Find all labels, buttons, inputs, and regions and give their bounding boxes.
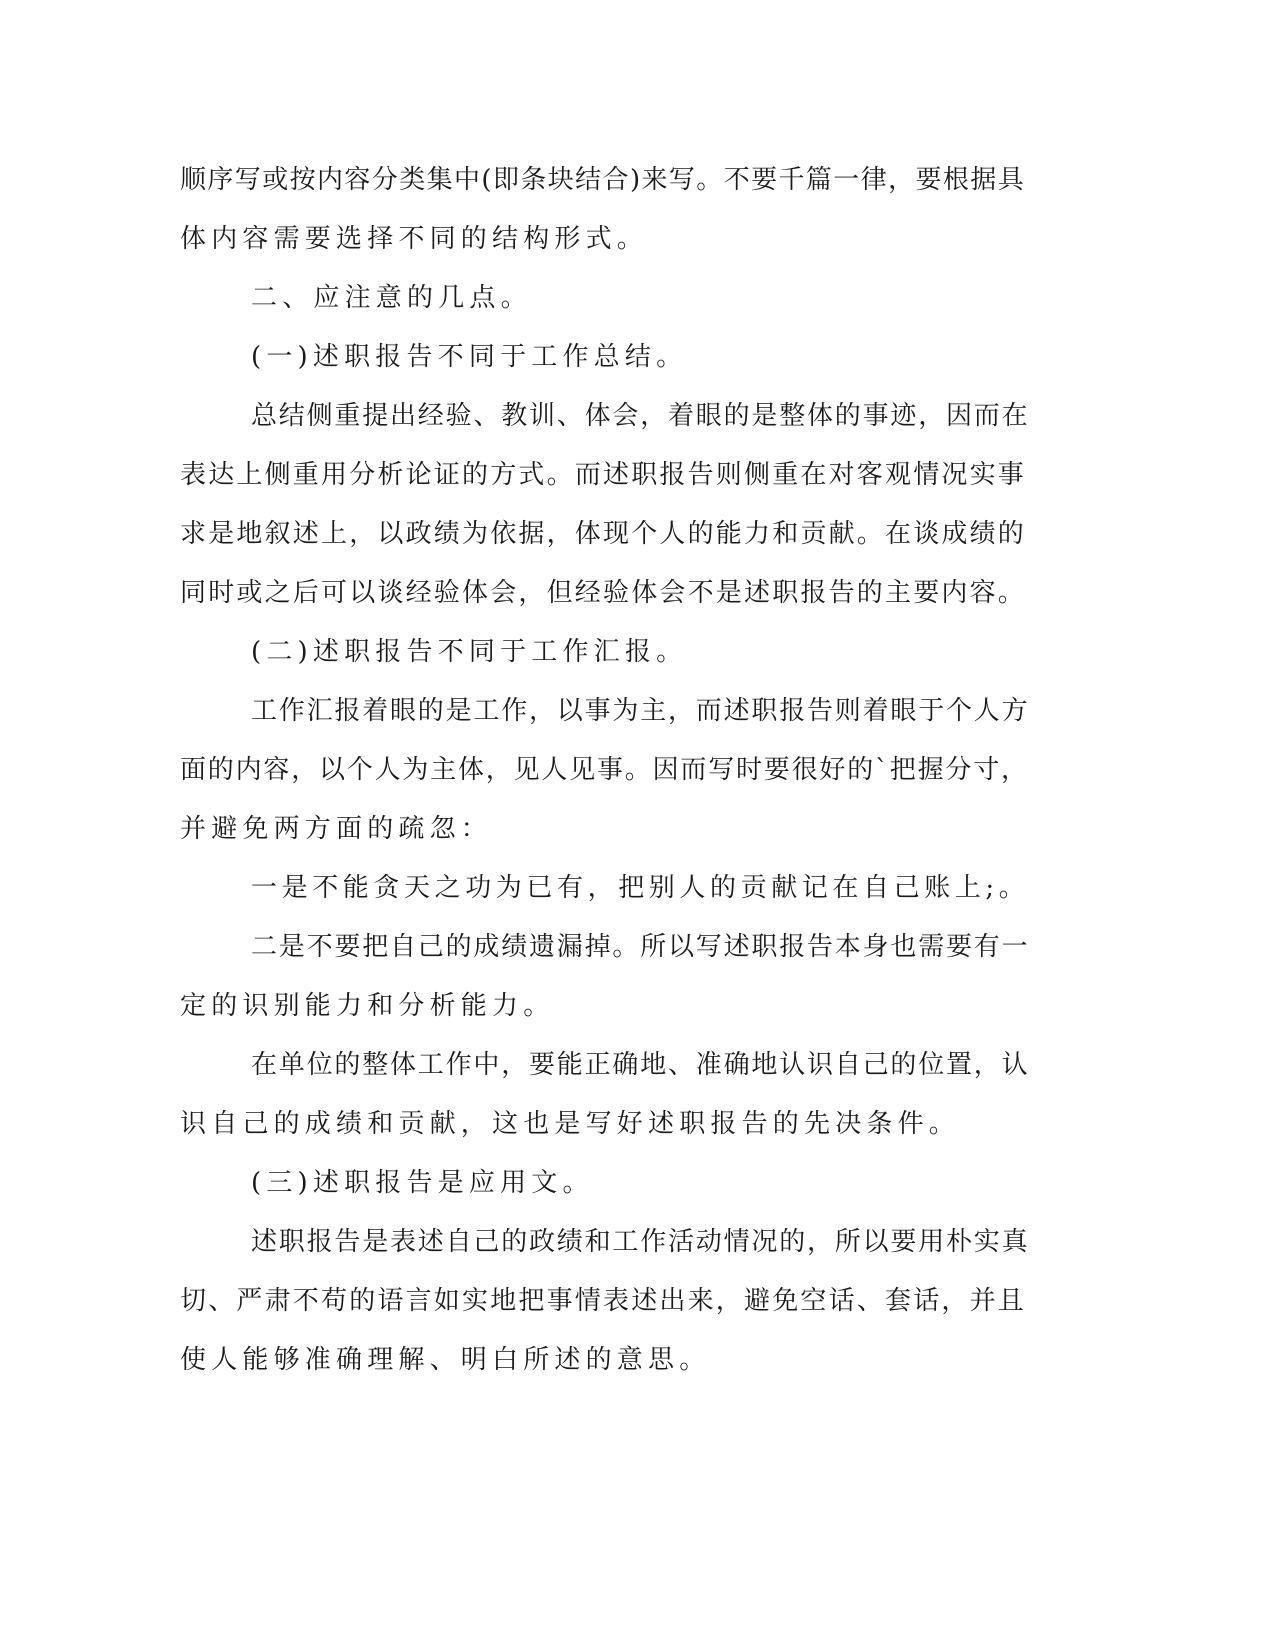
subsection-heading: (三)述职报告是应用文。 <box>251 1168 594 1198</box>
text-line: 求是地叙述上，以政绩为依据，体现个人的能力和贡献。在谈成绩的 <box>180 519 1027 549</box>
text-line: 并避免两方面的疏忽： <box>180 814 493 844</box>
text-line: 使人能够准确理解、明白所述的意思。 <box>180 1345 711 1375</box>
text-line: 二是不要把自己的成绩遗漏掉。所以写述职报告本身也需要有一 <box>251 932 1030 962</box>
text-line: 顺序写或按内容分类集中(即条块结合)来写。不要千篇一律，要根据具 <box>180 165 1026 195</box>
text-line: 同时或之后可以谈经验体会，但经验体会不是述职报告的主要内容。 <box>180 578 1027 608</box>
section-heading: 二、应注意的几点。 <box>251 283 532 313</box>
text-line: 切、严肃不苟的语言如实地把事情表述出来，避免空话、套话，并且 <box>180 1286 1027 1316</box>
text-line: 识自己的成绩和贡献，这也是写好述职报告的先决条件。 <box>180 1109 961 1139</box>
subsection-heading: (一)述职报告不同于工作总结。 <box>251 342 688 372</box>
text-line: 工作汇报着眼的是工作，以事为主，而述职报告则着眼于个人方 <box>251 696 1030 726</box>
text-line: 定的识别能力和分析能力。 <box>180 991 555 1021</box>
text-line: 体内容需要选择不同的结构形式。 <box>180 224 649 254</box>
text-line: 在单位的整体工作中，要能正确地、准确地认识自己的位置，认 <box>251 1050 1030 1080</box>
text-line: 总结侧重提出经验、教训、体会，着眼的是整体的事迹，因而在 <box>251 401 1030 431</box>
text-line: 面的内容，以个人为主体，见人见事。因而写时要很好的`把握分寸， <box>180 755 1029 785</box>
text-line: 一是不能贪天之功为已有，把别人的贡献记在自己账上;。 <box>251 873 1030 903</box>
subsection-heading: (二)述职报告不同于工作汇报。 <box>251 637 688 667</box>
text-line: 表达上侧重用分析论证的方式。而述职报告则侧重在对客观情况实事 <box>180 460 1027 490</box>
text-line: 述职报告是表述自己的政绩和工作活动情况的，所以要用朴实真 <box>251 1227 1030 1257</box>
